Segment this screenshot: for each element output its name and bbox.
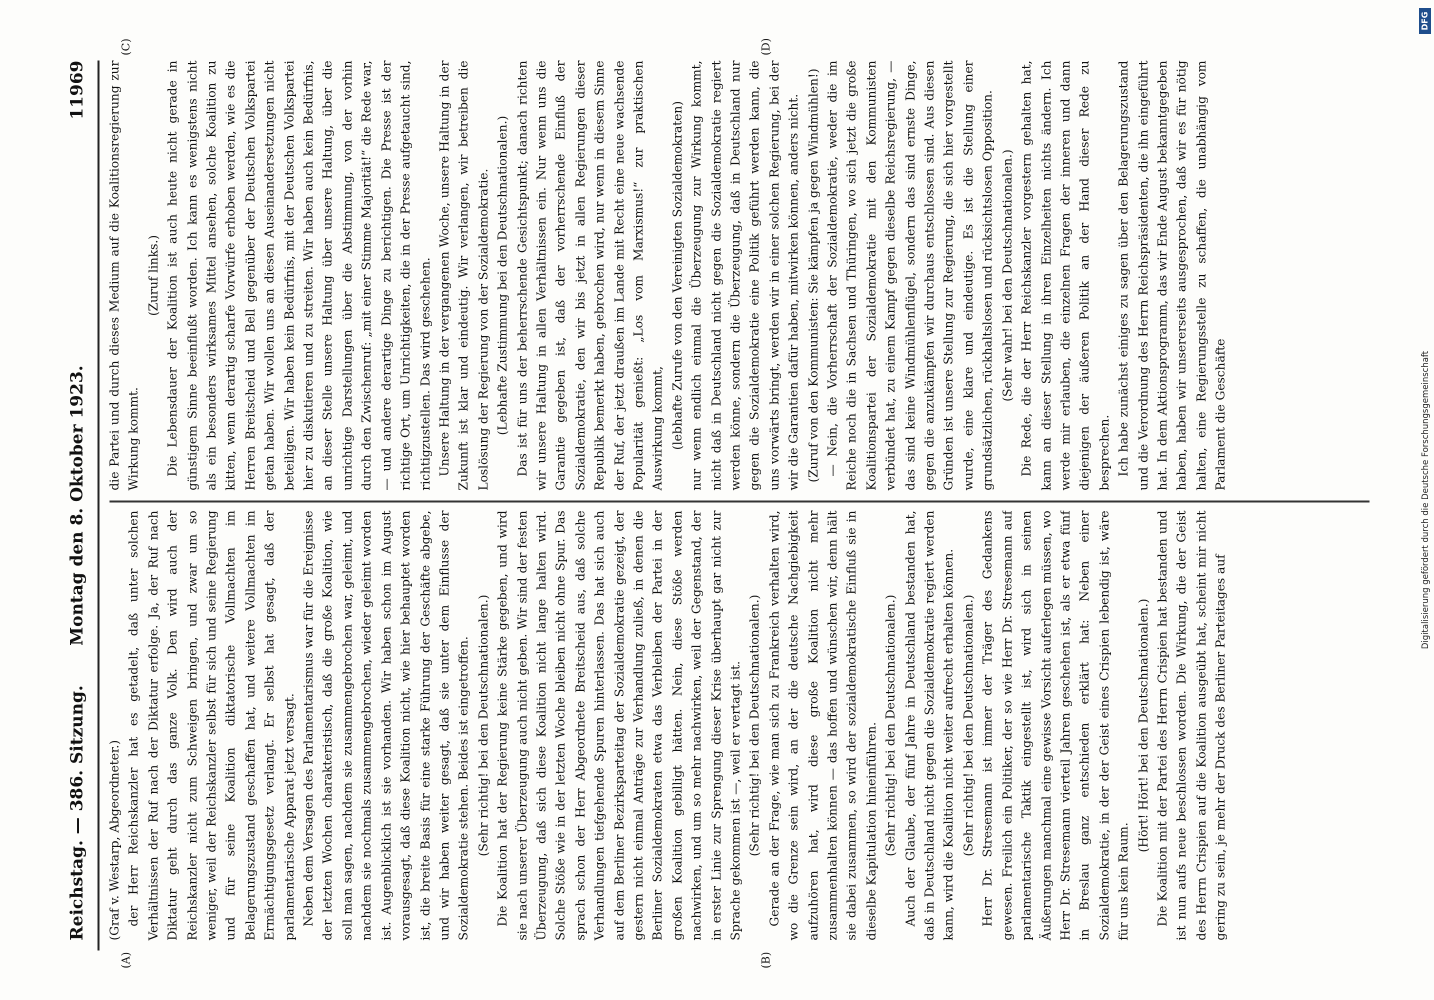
interjection: (Zuruf von den Kommunisten: Sie kämpfen ja gegen Windmühlen!) <box>806 68 821 483</box>
text-column-left <box>106 511 1371 941</box>
credit-text: Digitalisierung gefördert durch die Deutsche Forschungsgemeinschaft <box>1421 350 1431 650</box>
rotated-document-page <box>60 38 1385 971</box>
interjection: (Sehr richtig! bei den Deutschnationalen.) <box>883 594 898 857</box>
dfg-logo-text: DFG <box>1420 11 1430 31</box>
paragraph: Die Rede, die der Herr Reichskanzler vorgestern gehalten hat, kann an dieser Stellung in ihren Einzelheiten nichts ändern. Ich werde mir erlauben, die einzelnen Fragen der inneren und dann diejenigen der äußeren Politik an der Hand dieser Rede zu besprechen. <box>1019 60 1112 491</box>
interjection: (Sehr richtig! bei den Deutschnationalen.) <box>747 594 762 857</box>
interjection: (Hört! Hört! bei den Deutschnationalen.) <box>1136 598 1151 853</box>
paragraph: Ich habe zunächst einiges zu sagen über den Belagerungszustand und die Verordnung des Herrn Reichspräsidenten, die ihn eingeführt hat. In dem Aktionsprogramm, das wir Ende August bekanntgegeben haben, haben wir unsererseits ausgesprochen, daß wir es für nötig halten, eine Regierungsstelle zu schaffen, die unabhängig vom Parlament die Geschäfte <box>1116 60 1228 491</box>
paragraph: Auch der Glaube, der fünf Jahre in Deutschland bestanden hat, daß in Deutschland nicht gegen die Sozialdemokratie regiert werden kann, wird die Koalition nicht weiter aufrecht erhalten können. <box>903 510 956 941</box>
paragraph: Herr Dr. Stresemann ist immer der Träger des Gedankens gewesen. Freilich ein Politiker, der so wie Herr Dr. Stresemann auf parlamentarische Taktik eingestellt ist, wird sich in seinen Äußerungen manchmal eine gewisse Vorsicht auferlegen müssen, wo Herr Dr. Stresemann vierteil Jahren geschehen ist, als er etwa fünf in Breslau ganz entschieden erklärt hat: Neben einer Sozialdemokratie, in der der Geist eines Crispien lebendig ist, wäre für uns kein Raum. <box>980 510 1131 941</box>
paragraph: Gerade an der Frage, wie man sich zu Frankreich verhalten wird, wo die Grenze sein wird, an der die deutsche Nachgiebigkeit aufzuhören hat, wird diese große Koalition nicht mehr zusammenhalten können — das hoffen und wünschen wir, denn hält sie dabei zusammen, so wird der sozialdemokratische Einfluß sie in dieselbe Kapitulation hineinführen. <box>767 510 879 941</box>
header-left: Reichstag. — 386. Sitzung. <box>67 685 88 941</box>
interjection: (Zuruf links.) <box>146 234 161 317</box>
interjection: (Sehr richtig! bei den Deutschnationalen.) <box>476 594 491 857</box>
speaker-attribution: (Graf v. Westarp, Abgeordneter.) <box>107 739 122 941</box>
paragraph: die Partei und durch dieses Medium auf die Koalitionsregierung zur Wirkung kommt. <box>107 60 141 491</box>
paragraph: Das ist für uns der beherrschende Gesichtspunkt; danach richten wir unsere Haltung in allen Verhältnissen ein. Nur wenn uns die Garantie gegeben ist, daß der vorherrschende Einfluß der Sozialdemokratie, den wir bis jetzt in allen Regierungen dieser Republik bemerkt haben, gebrochen wird, nur wenn in diesem Sinne der Ruf, der jetzt draußen im Lande mit Recht eine neue wachsende Popularität genießt: „Los vom Marxismus!“ zur praktischen Auswirkung kommt, <box>515 60 665 491</box>
interjection: (lebhafte Zurufe von den Vereinigten Sozialdemokraten) <box>670 100 685 451</box>
paragraph: Neben dem Versagen des Parlamentarismus war für die Ereignisse der letzten Wochen charakteristisch, daß die große Koalition, wie soll man sagen, nachdem sie zusammengebrochen war, geleimt, und nachdem sie nochmals zusammengebrochen, wieder geleimt worden ist. Augenblicklich ist sie vorhanden. Wir haben schon im August vorausgesagt, daß diese Koalition nicht, wie hier behauptet worden ist, die breite Basis für eine starke Führung der Geschäfte abgebe, und wir haben weiter gesagt, daß sie unter dem Einflusse der Sozialdemokratie stehen. Beides ist eingetroffen. <box>301 510 471 941</box>
paragraph: der Herr Reichskanzler hat es getadelt, daß unter solchen Verhältnissen der Ruf nach der Diktatur erfolge. Ja, der Ruf nach Diktatur geht durch das ganze Volk. Den wird auch der Reichskanzler nicht zum Schweigen bringen, und zwar um so weniger, weil der Reichskanzler selbst für sich und seine Regierung und für seine Koalition diktatorische Vollmachten im Belagerungszustand geschaffen hat, und weitere Vollmachten im Ermächtigungsgesetz verlangt. Er selbst hat gesagt, daß der parlamentarische Apparat jetzt versagt. <box>126 510 297 941</box>
margin-marker-d: (D) <box>759 38 773 56</box>
header-center: Montag den 8. Oktober 1923. <box>67 365 88 646</box>
page-header <box>60 41 96 971</box>
header-page-number: 11969 <box>67 60 88 120</box>
paragraph: Unsere Haltung in der vergangenen Woche, unsere Haltung in der Zukunft ist klar und eindeutig. Wir verlangen, wir betreiben die Loslösung der Regierung von der Sozialdemokratie. <box>437 60 491 491</box>
interjection: (Sehr wahr! bei den Deutschnationalen.) <box>1000 149 1015 402</box>
paragraph: nur wenn endlich einmal die Überzeugung zur Wirkung kommt, nicht daß in Deutschland nicht gegen die Sozialdemokratie regiert werden könne, sondern die Überzeugung, daß in Deutschland nur gegen die Sozialdemokratie eine Politik geführt werden kann, die uns vorwärts bringt, werden wir in einer solchen Regierung, bei der wir die Garantien dafür haben, mitwirken können, anders nicht. <box>689 60 801 491</box>
header-rule <box>98 61 100 951</box>
paragraph: Die Koalition hat der Regierung keine Stärke gegeben, und wird sie nach unserer Überzeugung auch nicht geben. Wir sind der festen Überzeugung, daß sich diese Koalition nicht lange halten wird. Solche Stöße wie in der letzten Woche bleiben nicht ohne Spur. Das sprach schon der Herr Abgeordnete Breitscheid aus, daß solche Verhandlungen tiefgehende Spuren hinterlassen. Das hat sich auch auf dem Berliner Bezirksparteitag der Sozialdemokratie gezeigt, der gestern nicht einmal Anträge zur Verhandlung zuließ, in denen die Berliner Sozialdemokraten etwa das Verbleiben der Partei in der großen Koalition gebilligt hätten. Nein, diese Stöße werden nachwirken, und um so mehr nachwirken, weil der Gegenstand, der in erster Linie zur Sprengung dieser Krise überhaupt gar nicht zur Sprache gekommen ist —, weil er vertagt ist. <box>495 510 743 941</box>
margin-marker-a: (A) <box>119 951 133 969</box>
paragraph: Die Koalition mit der Partei des Herrn Crispien hat bestanden und ist nun aufs neue beschlossen worden. Die Wirkung, die der Geist des Herrn Crispien auf die Koalition ausgeübt hat, scheint mir nicht gering zu sein, je mehr der Druck des Berliner Parteitages auf <box>1155 510 1228 941</box>
interjection: (Lebhafte Zustimmung bei den Deutschnationalen.) <box>495 115 510 436</box>
interjection: (Sehr richtig! bei den Deutschnationalen.) <box>961 594 976 857</box>
paragraph: Die Lebensdauer der Koalition ist auch heute nicht gerade in günstigem Sinne beeinflußt worden. Ich kann es wenigstens nicht als ein besonders wirksames Mittel ansehen, solche Koalition zu kitten, wenn derartig scharfe Vorwürfe erhoben werden, wie es die Herren Breitscheid und Bell gegenüber der Deutschen Volkspartei getan haben. Wir wollen uns an diesen Auseinandersetzungen nicht beteiligen. Wir haben kein Bedürfnis, mit der Deutschen Volkspartei hier zu diskutieren und zu streiten. Wir haben auch kein Bedürfnis, an dieser Stelle unsere Haltung über unsere Haltung, über die unrichtige Darstellungen über die Abstimmung, von der vorhin durch den Zwischenruf: „mit einer Stimme Majorität!“ die Rede war, — und andere derartige Dinge zu berichtigen. Die Presse ist der richtige Ort, um Unrichtigkeiten, die in der Presse aufgetaucht sind, richtigzustellen. Das wird geschehen. <box>165 60 432 491</box>
column-divider <box>110 501 1370 503</box>
margin-marker-c: (C) <box>119 38 133 56</box>
text-column-right <box>106 61 1371 491</box>
digitization-credit <box>1418 10 1434 990</box>
paragraph: — Nein, die Vorherrschaft der Sozialdemokratie, weder die im Reiche noch die in Sachsen und Thüringen, wo sich jetzt die große Koalitionspartei der Sozialdemokratie mit den Kommunisten verbündet hat, zu einem Kampf gegen dieselbe Reichsregierung, — das sind keine Windmühlenflügel, sondern das sind ernste Dinge, gegen die anzukämpfen wir durchaus entschlossen sind. Aus diesen Gründen ist unsere Stellung zur Regierung, die sich hier vorgestellt wurde, eine klare und eindeutige. Es ist die Stellung einer grundsätzlichen, rückhaltslosen und rücksichtslosen Opposition. <box>825 60 995 491</box>
margin-marker-b: (B) <box>759 951 773 969</box>
